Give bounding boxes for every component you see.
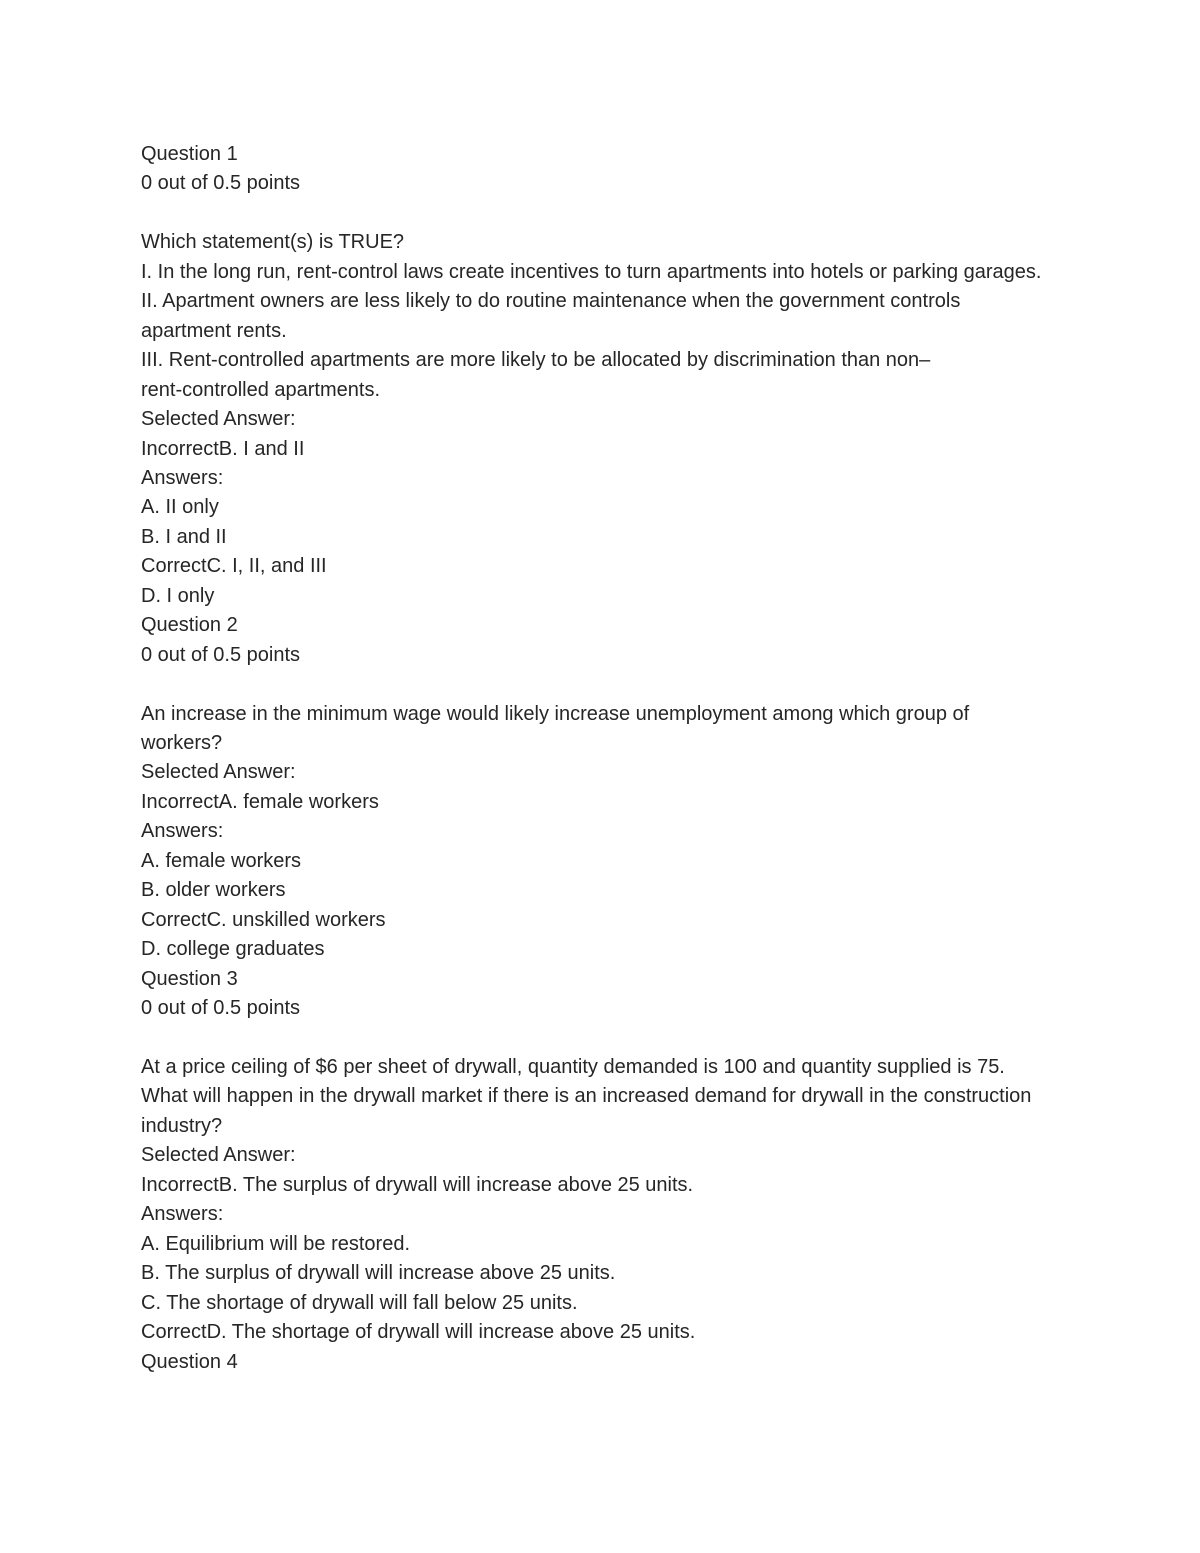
answer-option-correct: CorrectD. The shortage of drywall will increase above 25 units. bbox=[141, 1321, 696, 1344]
answer-option: D. I only bbox=[141, 584, 215, 607]
question-prompt-line: At a price ceiling of $6 per sheet of drywall, quantity demanded is 100 and quantity supplied is 75. What will happen in the drywall market if there is an increased demand for drywall in the construction industry? bbox=[141, 1056, 1032, 1137]
question-score: 0 out of 0.5 points bbox=[141, 643, 301, 666]
answer-option: B. older workers bbox=[141, 879, 286, 902]
selected-answer: IncorrectB. I and II bbox=[141, 437, 305, 460]
question-3 bbox=[141, 965, 1051, 1348]
answers-label: Answers: bbox=[141, 466, 224, 489]
question-title: Question 2 bbox=[141, 614, 238, 637]
answers-label: Answers: bbox=[141, 820, 224, 843]
question-title: Question 3 bbox=[141, 967, 238, 990]
question-prompt-line: III. Rent-controlled apartments are more likely to be allocated by discrimination than non–rent-controlled apartments. bbox=[141, 349, 931, 401]
question-score: 0 out of 0.5 points bbox=[141, 997, 301, 1020]
selected-answer-label: Selected Answer: bbox=[141, 408, 296, 431]
question-prompt-line: An increase in the minimum wage would likely increase unemployment among which group of workers? bbox=[141, 702, 970, 755]
answer-option: B. The surplus of drywall will increase above 25 units. bbox=[141, 1262, 616, 1285]
selected-answer-label: Selected Answer: bbox=[141, 1144, 296, 1167]
answer-option: A. II only bbox=[141, 496, 219, 519]
answers-label: Answers: bbox=[141, 1203, 224, 1226]
blank-line bbox=[141, 199, 1051, 228]
blank-line bbox=[141, 670, 1051, 699]
answer-option-correct: CorrectC. unskilled workers bbox=[141, 908, 386, 931]
question-prompt-line: Which statement(s) is TRUE? bbox=[141, 231, 405, 254]
question-title: Question 1 bbox=[141, 143, 238, 165]
question-2 bbox=[141, 611, 1051, 964]
question-prompt-line: I. In the long run, rent-control laws create incentives to turn apartments into hotels or parking garages. bbox=[141, 260, 1042, 283]
blank-line bbox=[141, 1024, 1051, 1053]
answer-option: A. Equilibrium will be restored. bbox=[141, 1232, 410, 1255]
question-prompt-line: II. Apartment owners are less likely to do routine maintenance when the government controls apartment rents. bbox=[141, 290, 961, 342]
answer-option: B. I and II bbox=[141, 525, 227, 548]
question-score: 0 out of 0.5 points bbox=[141, 172, 301, 195]
selected-answer: IncorrectB. The surplus of drywall will increase above 25 units. bbox=[141, 1173, 694, 1196]
answer-option: D. college graduates bbox=[141, 938, 325, 961]
question-title: Question 4 bbox=[141, 1350, 238, 1373]
answer-option: C. The shortage of drywall will fall below 25 units. bbox=[141, 1291, 578, 1314]
question-1 bbox=[141, 140, 1051, 611]
answer-option-correct: CorrectC. I, II, and III bbox=[141, 555, 327, 578]
answer-option: A. female workers bbox=[141, 849, 302, 872]
document-page bbox=[141, 140, 1051, 1377]
selected-answer-label: Selected Answer: bbox=[141, 761, 296, 784]
selected-answer: IncorrectA. female workers bbox=[141, 790, 379, 813]
